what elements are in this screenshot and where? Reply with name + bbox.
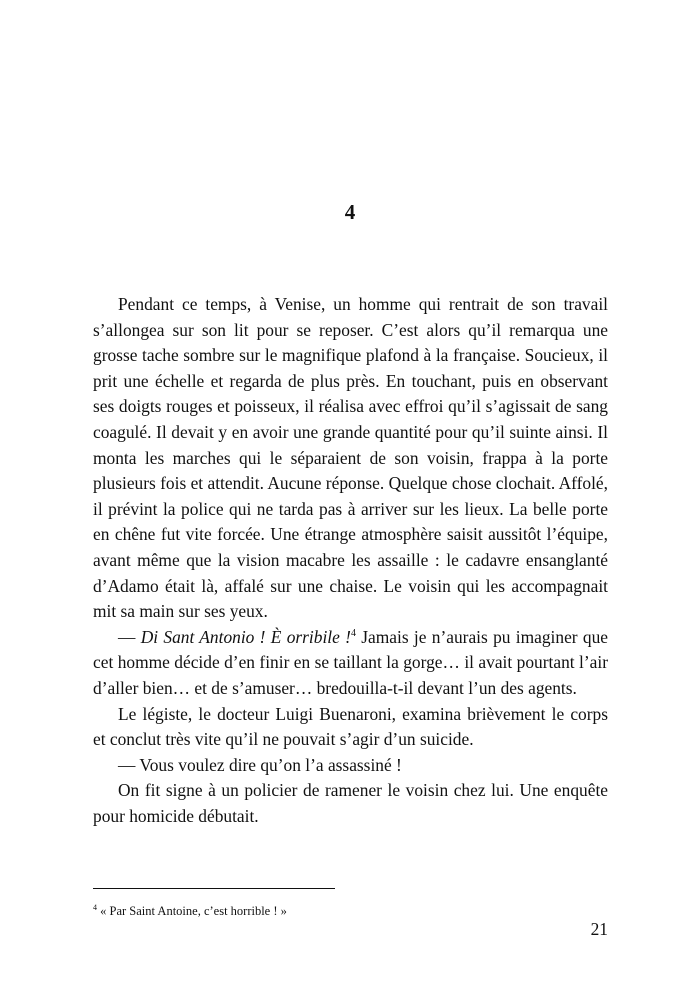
- paragraph-2: [93, 625, 608, 702]
- page-number: 21: [590, 919, 608, 939]
- footnote: [93, 903, 608, 919]
- chapter-number: 4: [344, 200, 356, 224]
- footnote-text: « Par Saint Antoine, c’est horrible ! »: [97, 904, 287, 918]
- paragraph-4: — Vous voulez dire qu’on l’a assassiné !: [118, 754, 402, 775]
- footnote-reference[interactable]: 4: [350, 627, 356, 639]
- dialogue-dash: —: [118, 626, 141, 647]
- body-text: [93, 292, 608, 829]
- paragraph-3: Le légiste, le docteur Luigi Buenaroni, examina brièvement le corps et conclut très vite qu’il ne pouvait s’agir d’un suicide.: [93, 703, 608, 750]
- paragraph-1: Pendant ce temps, à Venise, un homme qui rentrait de son travail s’allongea sur son lit pour se reposer. C’est alors qu’il remarqua une grosse tache sombre sur le magnifique plafond à la française. Soucieux, il prit une échelle et regarda de plus près. En touchant, puis en observant ses doigts rouges et poisseux, il réalisa avec effroi qu’il s’agissait de sang coagulé. Il devait y en avoir une grande quantité pour qu’il suinte ainsi. Il monta les marches qui le séparaient de son voisin, frappa à la porte plusieurs fois et attendit. Aucune réponse. Quelque chose clochait. Affolé, il prévint la police qui ne tarda pas à arriver sur les lieux. La belle porte en chêne fut vite forcée. Une étrange atmosphère saisit aussitôt l’équipe, avant même que la vision macabre les assaille : le cadavre ensanglanté d’Adamo était là, affalé sur une chaise. Le voisin qui les accompagnait mit sa main sur ses yeux.: [93, 294, 608, 622]
- footnote-number: 4: [93, 902, 97, 912]
- paragraph-5: On fit signe à un policier de ramener le voisin chez lui. Une enquête pour homicide débutait.: [93, 780, 608, 826]
- italic-exclamation: Di Sant Antonio ! È orribile !: [140, 626, 351, 647]
- paragraph-2-rest: Jamais je n’aurais pu imaginer que cet homme décide d’en finir en se taillant la gorge… il avait pourtant l’air d’aller bien… et de s’amuser… bredouilla-t-il devant l’un des agents.: [93, 626, 608, 698]
- footnote-divider: [93, 888, 335, 889]
